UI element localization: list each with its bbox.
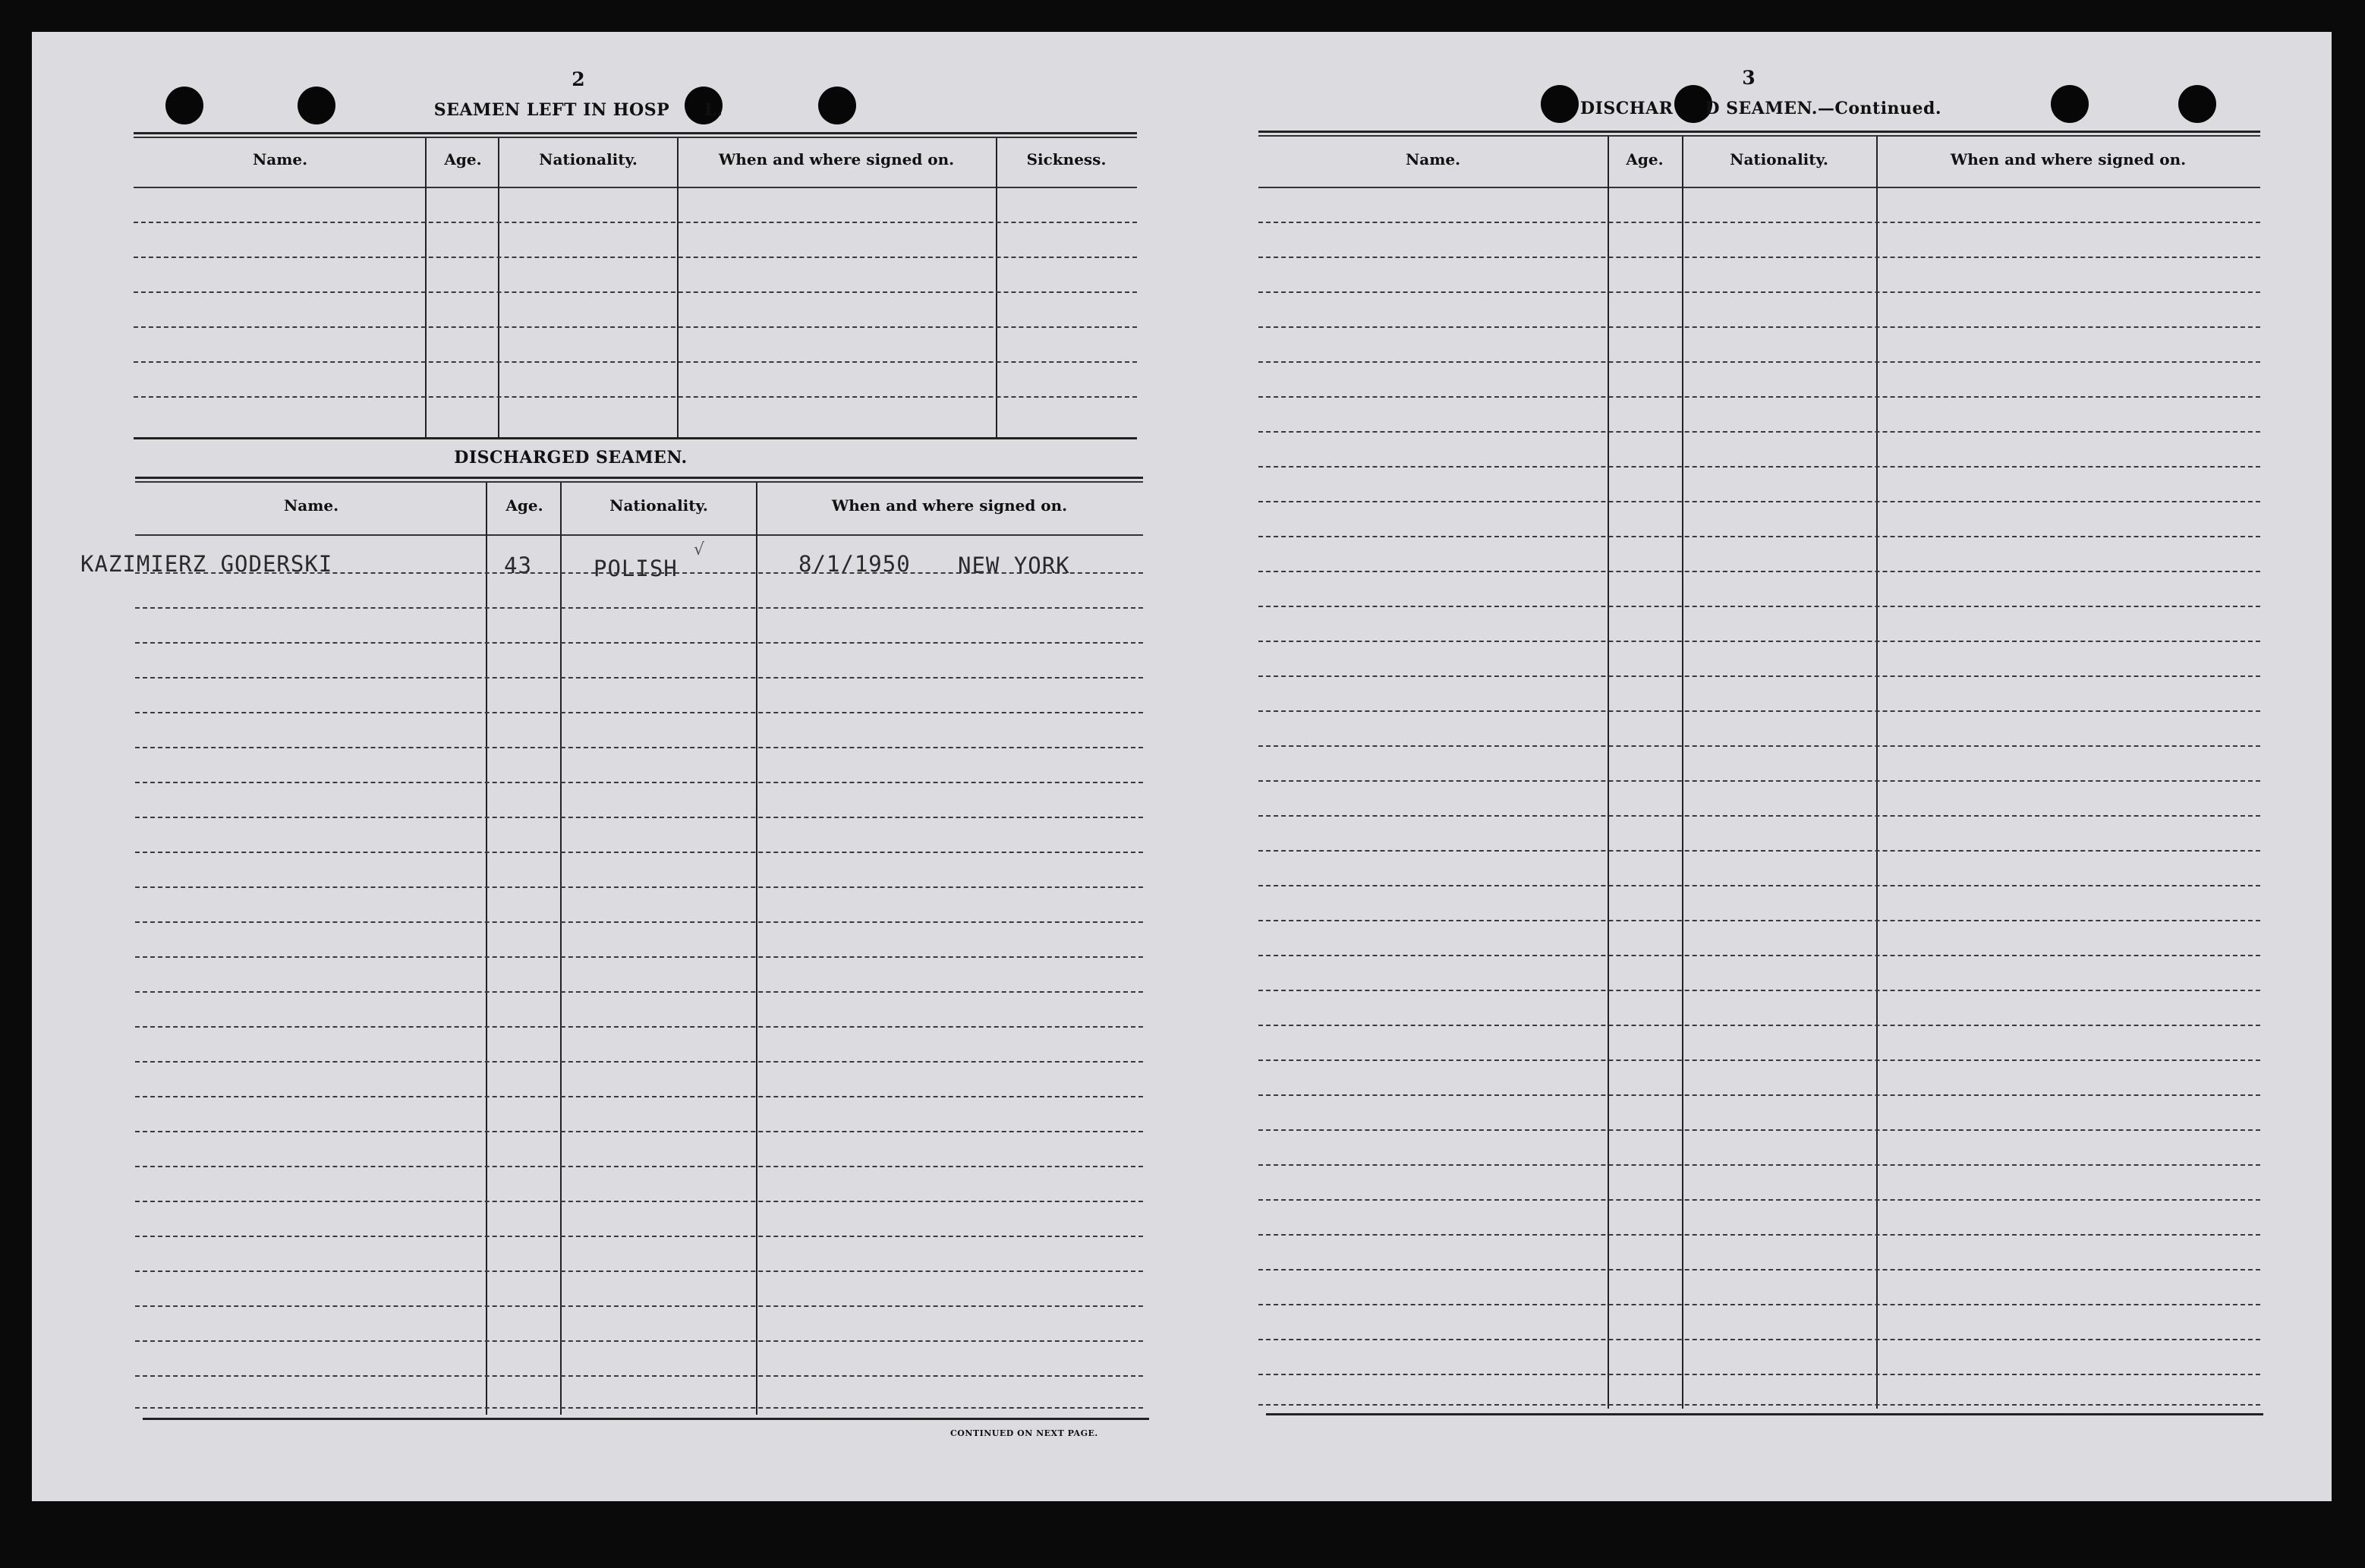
section-title-discharged-continued: DISCHAR D SEAMEN.—Continued. bbox=[1580, 99, 1942, 118]
document-sheet bbox=[32, 32, 2332, 1501]
column-header-nationality: Nationality. bbox=[1730, 150, 1828, 168]
seaman-nationality: POLISH bbox=[594, 556, 678, 581]
column-header-age: Age. bbox=[1626, 150, 1664, 168]
column-header-signed-on: When and where signed on. bbox=[1950, 150, 2187, 168]
column-header-nationality: Nationality. bbox=[609, 496, 708, 515]
page-number: 2 bbox=[572, 68, 585, 90]
column-header-age: Age. bbox=[505, 496, 543, 515]
left-page bbox=[80, 32, 1163, 1501]
seaman-name: KAZIMIERZ GODERSKI bbox=[80, 551, 333, 577]
column-header-sickness: Sickness. bbox=[1026, 150, 1107, 168]
column-header-name: Name. bbox=[1405, 150, 1461, 168]
page-number: 3 bbox=[1742, 67, 1756, 89]
column-header-nationality: Nationality. bbox=[539, 150, 638, 168]
seaman-age: 43 bbox=[504, 553, 532, 578]
column-header-name: Name. bbox=[283, 496, 339, 515]
column-header-signed-on: When and where signed on. bbox=[718, 150, 955, 168]
signed-on-place: NEW YORK bbox=[958, 553, 1070, 578]
column-header-signed-on: When and where signed on. bbox=[831, 496, 1068, 515]
section-title-discharged: DISCHARGED SEAMEN. bbox=[454, 448, 688, 468]
column-header-name: Name. bbox=[252, 150, 308, 168]
section-title-hospital: SEAMEN LEFT IN HOSP L. bbox=[433, 100, 723, 120]
continued-note: CONTINUED ON NEXT PAGE. bbox=[950, 1428, 1098, 1438]
right-page bbox=[1246, 32, 2324, 1501]
signed-on-date: 8/1/1950 bbox=[798, 551, 911, 577]
column-header-age: Age. bbox=[444, 150, 482, 168]
check-mark: √ bbox=[694, 540, 705, 559]
